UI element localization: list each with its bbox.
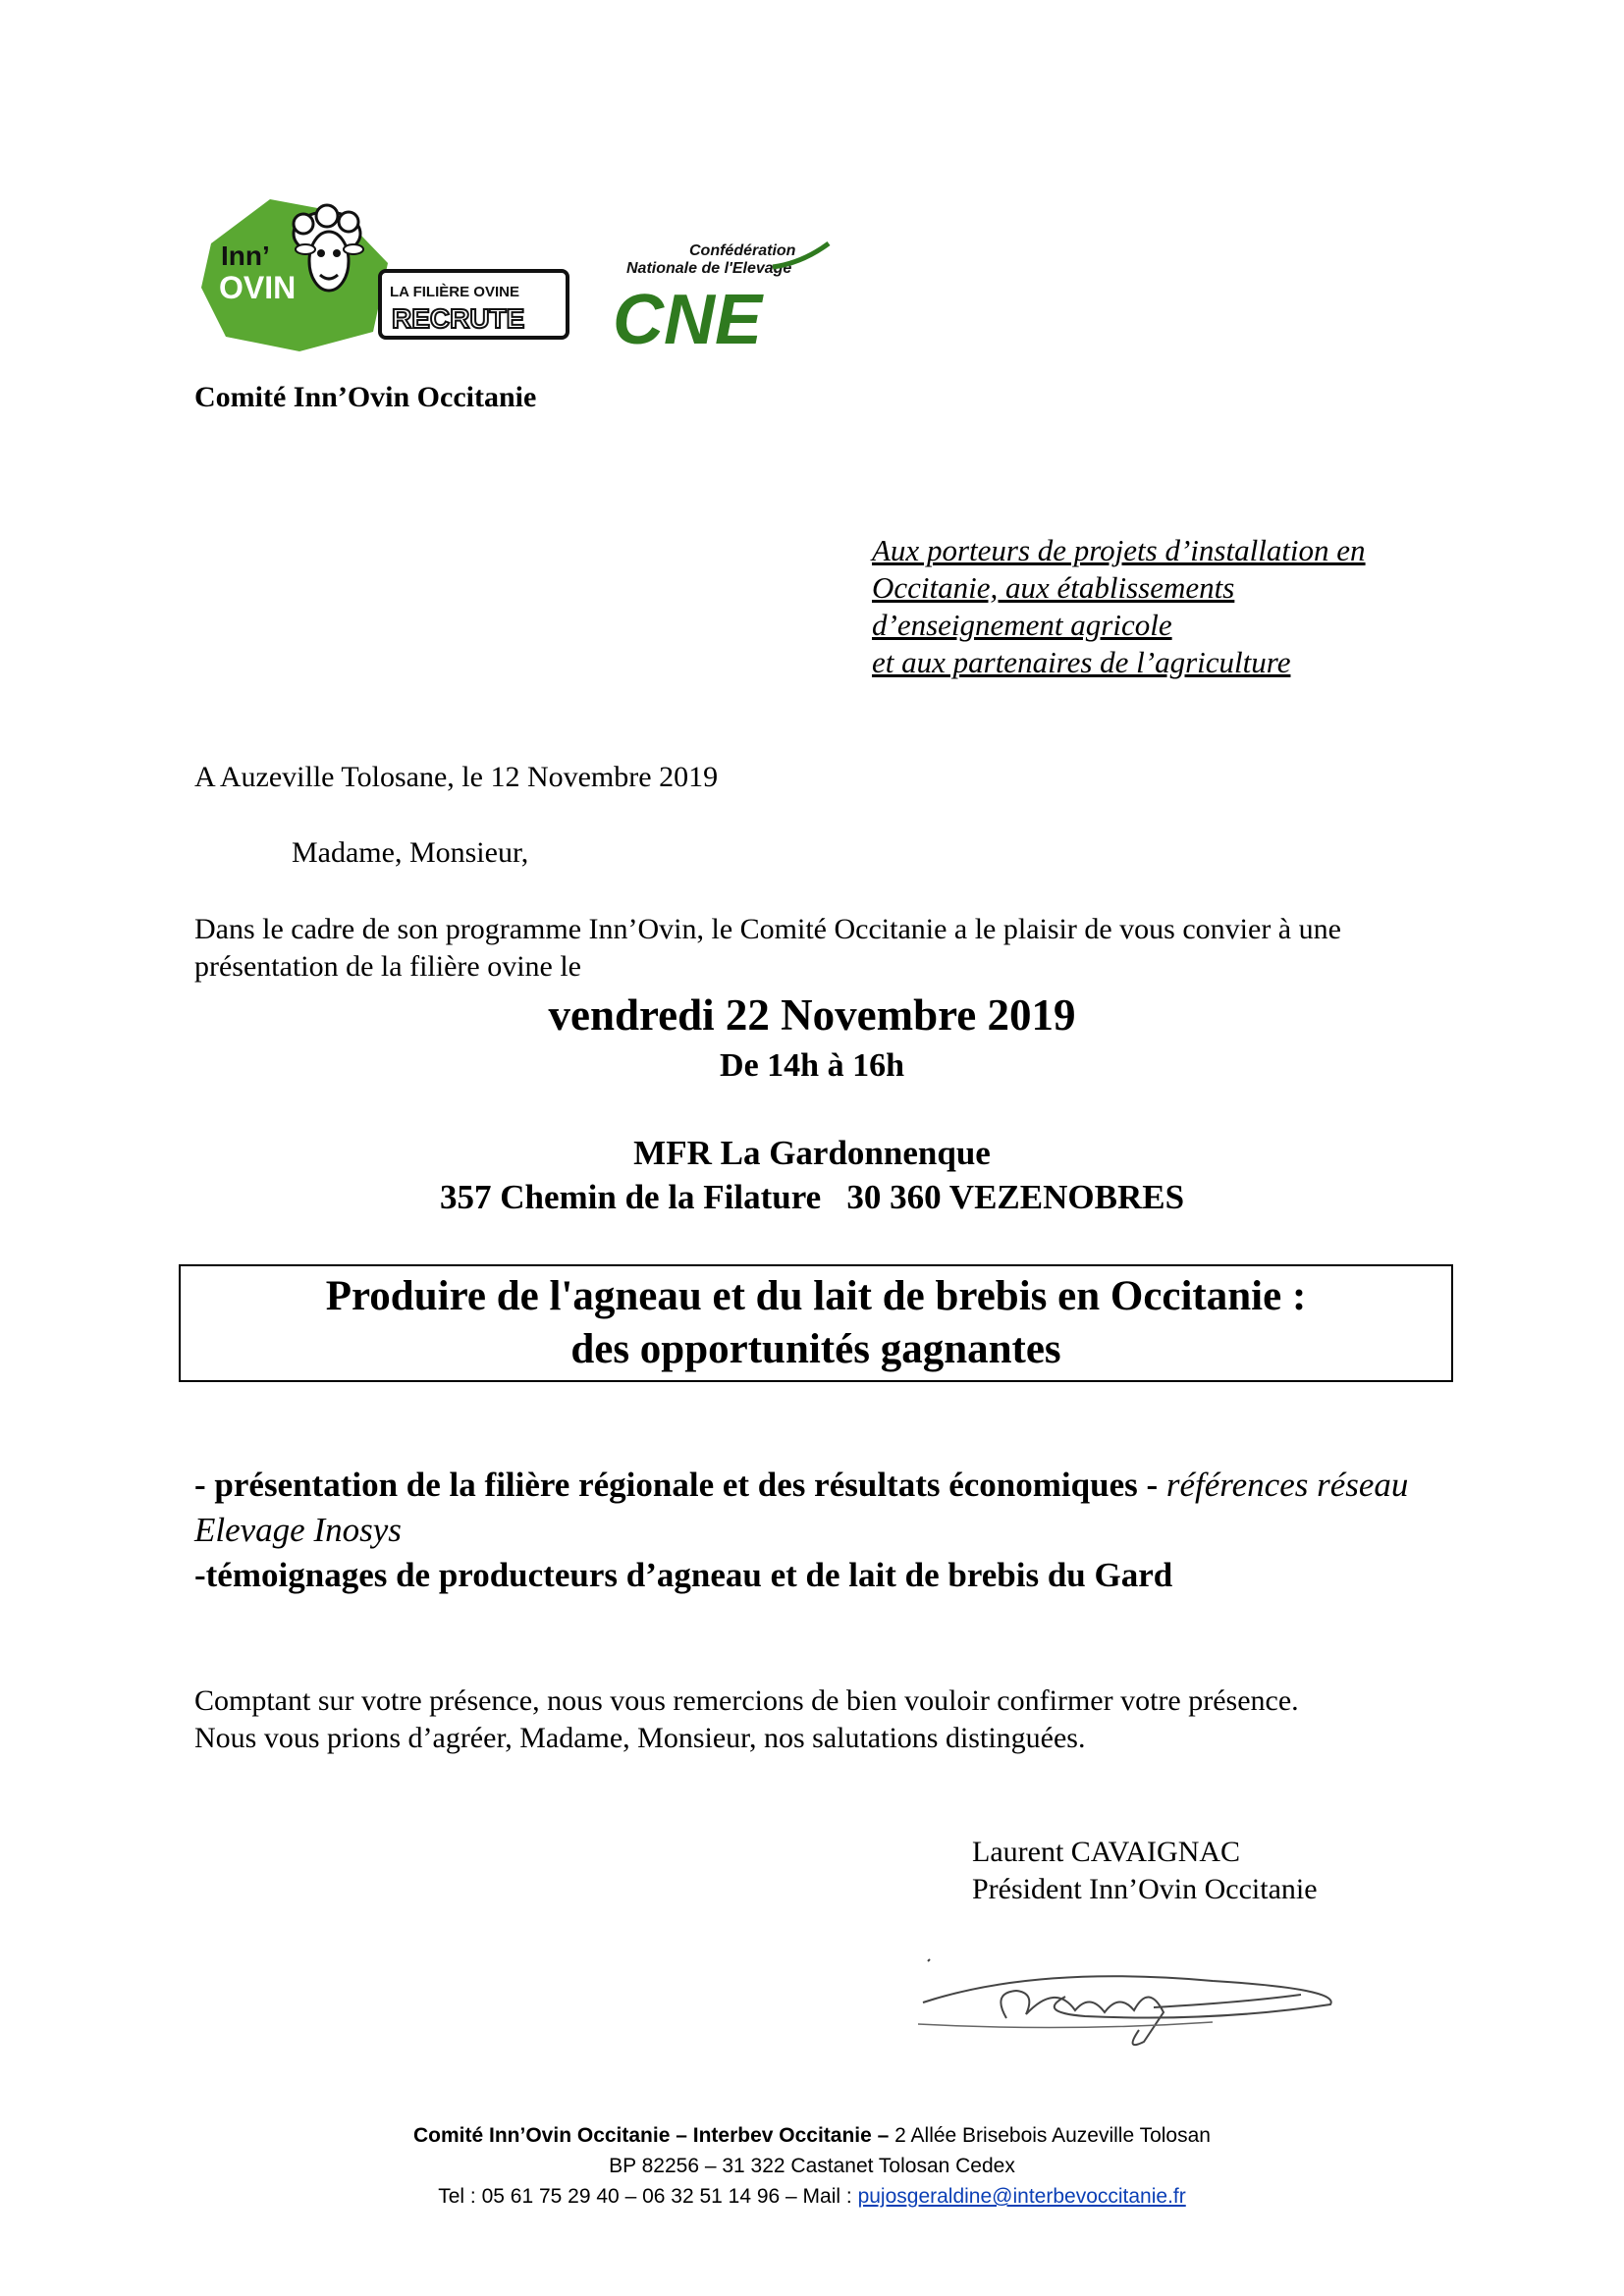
innovin-logo-text-2: OVIN [219, 270, 297, 305]
innovin-logo [201, 194, 398, 356]
footer-email-link[interactable]: pujosgeraldine@interbevoccitanie.fr [857, 2185, 1186, 2208]
recipients-block [872, 532, 1366, 681]
recipient-line: Aux porteurs de projets d’installation en [872, 533, 1366, 567]
signatory-name: Laurent CAVAIGNAC [972, 1836, 1241, 1868]
innovin-logo-text-1: Inn’ [221, 240, 270, 271]
recrute-logo [378, 269, 569, 340]
footer-line-3 [0, 2181, 1624, 2212]
recrute-logo-text-1: LA FILIÈRE OVINE [390, 284, 519, 300]
closing-paragraph [194, 1682, 1500, 1757]
event-time: De 14h à 16h [720, 1047, 904, 1084]
signatory-role: Président Inn’Ovin Occitanie [972, 1873, 1318, 1905]
cne-logo-text-2: Nationale de l'Elevage [626, 260, 792, 277]
committee-name: Comité Inn’Ovin Occitanie [194, 381, 537, 413]
footer-phone: Tel : 05 61 75 29 40 – 06 32 51 14 96 – Mail : [438, 2185, 858, 2208]
program-list [194, 1463, 1461, 1598]
event-title-box [179, 1264, 1453, 1382]
footer-organizations: Comité Inn’Ovin Occitanie – Interbev Occitanie – [413, 2124, 890, 2147]
program-item-bold: présentation de la filière régionale et des résultats économiques - [214, 1466, 1159, 1504]
event-date: vendredi 22 Novembre 2019 [548, 990, 1076, 1040]
venue-name: MFR La Gardonnenque [633, 1134, 991, 1172]
footer-line-1 [0, 2120, 1624, 2151]
handwritten-signature [918, 1953, 1350, 2052]
event-title-line-1: Produire de l'agneau et du lait de brebis en Occitanie : [325, 1273, 1307, 1319]
place-date: A Auzeville Tolosane, le 12 Novembre 2019 [194, 761, 719, 793]
program-item-italic: références réseau Elevage Inosys [194, 1466, 1409, 1549]
cne-logo [611, 234, 837, 351]
cne-logo-text-1: Confédération [689, 242, 796, 259]
program-item: -témoignages de producteurs d’agneau et de lait de brebis du Gard [194, 1556, 1173, 1594]
closing-line: Nous vous prions d’agréer, Madame, Monsieur, nos salutations distinguées. [194, 1722, 1086, 1754]
intro-paragraph: Dans le cadre de son programme Inn’Ovin, le Comité Occitanie a le plaisir de vous convier à une présentation de la filière ovine le [194, 913, 1341, 983]
cne-logo-acronym: CNE [613, 281, 763, 351]
recipient-line: Occitanie, aux établissements [872, 570, 1235, 605]
salutation: Madame, Monsieur, [292, 836, 529, 869]
closing-line: Comptant sur votre présence, nous vous remercions de bien vouloir confirmer votre présence. [194, 1684, 1299, 1717]
venue-address: 357 Chemin de la Filature 30 360 VEZENOBRES [439, 1178, 1185, 1216]
program-item-dash: - [194, 1466, 215, 1504]
footer-line-2: BP 82256 – 31 322 Castanet Tolosan Cedex [609, 2155, 1015, 2177]
recipient-line: et aux partenaires de l’agriculture [872, 645, 1291, 679]
event-title-line-2: des opportunités gagnantes [570, 1326, 1061, 1372]
recrute-logo-text-2: RECRUTE [392, 303, 525, 334]
footer-address: 2 Allée Brisebois Auzeville Tolosan [889, 2124, 1211, 2147]
footer [0, 2120, 1624, 2212]
recipient-line: d’enseignement agricole [872, 608, 1172, 642]
program-item [194, 1463, 1461, 1553]
signatory-block [972, 1834, 1318, 1908]
